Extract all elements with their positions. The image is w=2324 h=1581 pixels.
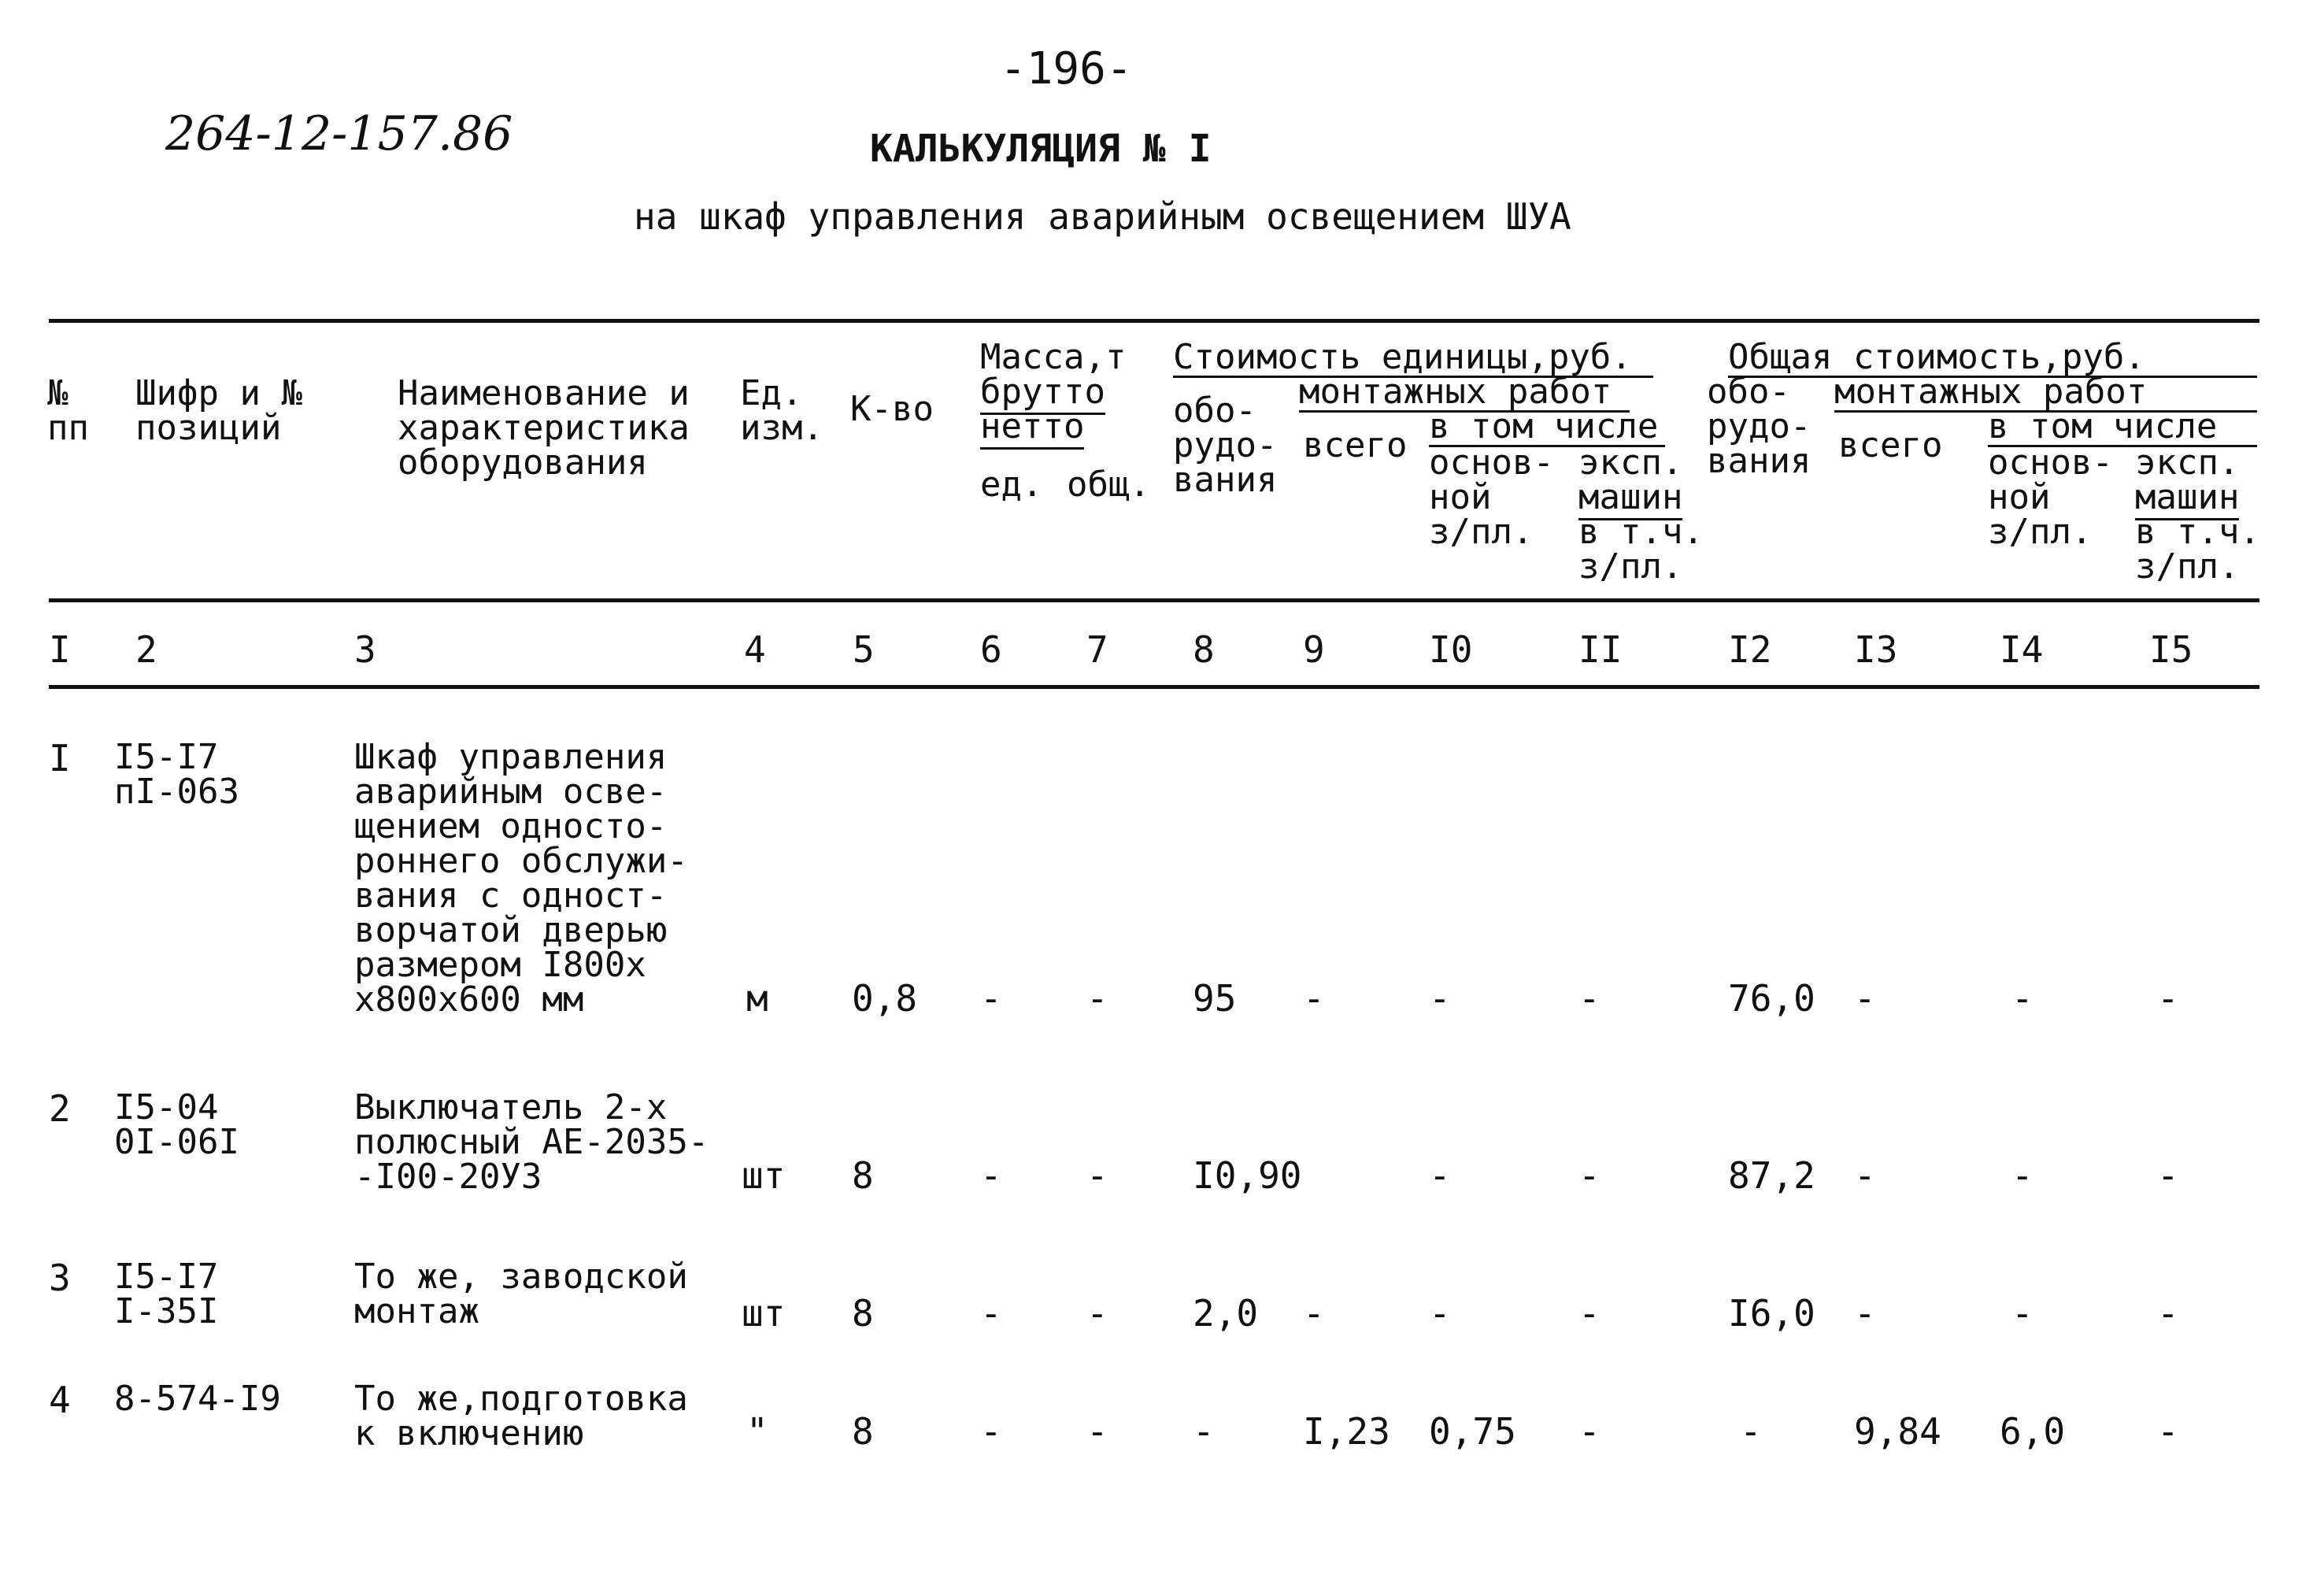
row-3-basic-wage: -	[1429, 1292, 1451, 1335]
header-mass-brutto: брутто	[980, 372, 1105, 415]
column-number: 5	[853, 628, 875, 671]
row-2-total-equipment: 87,2	[1728, 1154, 1815, 1197]
row-3-code: I5-I7 I-35I	[114, 1257, 219, 1331]
row-2-equipment-cost: I0,90	[1193, 1154, 1302, 1197]
row-4-code: 8-574-I9	[114, 1379, 281, 1419]
row-3-qty: 8	[852, 1292, 874, 1335]
row-2-total-basic: -	[2011, 1154, 2034, 1197]
header-bottom-rule	[49, 598, 2259, 602]
row-2-total-exp: -	[2157, 1154, 2179, 1197]
row-4-mass-total: -	[1086, 1410, 1108, 1453]
row-3-total-mount: -	[1854, 1292, 1876, 1335]
header-total-mount-total: всего	[1838, 425, 1943, 465]
row-1-equipment-cost: 95	[1193, 977, 1237, 1020]
column-number: I4	[2000, 628, 2044, 671]
header-mass-total: общ.	[1067, 465, 1150, 505]
document-subtitle: на шкаф управления аварийным освещением ШУА	[634, 195, 1571, 238]
row-2-code: I5-04 0I-06I	[114, 1087, 239, 1162]
row-1-exp: -	[1578, 977, 1601, 1020]
row-3-total-exp: -	[2157, 1292, 2179, 1335]
table-top-rule	[49, 319, 2259, 323]
row-3-exp: -	[1578, 1292, 1601, 1335]
row-4-number: 4	[49, 1379, 71, 1421]
row-2-qty: 8	[852, 1154, 874, 1197]
header-total-equipment: обо- рудо- вания	[1707, 372, 1811, 481]
row-1-unit: м	[746, 977, 768, 1020]
column-number: I	[49, 628, 71, 671]
row-4-total-mount: 9,84	[1854, 1410, 1941, 1453]
row-4-basic-wage: 0,75	[1429, 1410, 1516, 1453]
header-unit-mount-total: всего	[1303, 425, 1408, 465]
row-4-total-basic: 6,0	[2000, 1410, 2066, 1453]
header-unit-equipment: обо- рудо- вания	[1173, 391, 1278, 500]
header-unit-cost-title: Стоимость единицы,руб.	[1173, 340, 1653, 378]
column-number: 4	[744, 628, 766, 671]
header-unit-including: в том числе	[1429, 409, 1665, 447]
header-unit-exp-3: в т.ч. з/пл.	[1578, 512, 1704, 587]
header-mass-unit: ед.	[980, 465, 1043, 505]
column-number: I2	[1728, 628, 1772, 671]
column-number: I3	[1854, 628, 1898, 671]
row-1-code: I5-I7 пI-063	[114, 737, 239, 812]
row-3-mass-unit: -	[980, 1292, 1002, 1335]
row-1-basic-wage: -	[1429, 977, 1451, 1020]
row-4-mass-unit: -	[980, 1410, 1002, 1453]
row-1-mount-total: -	[1303, 977, 1325, 1020]
header-total-including: в том числе	[1988, 409, 2257, 447]
row-4-exp: -	[1578, 1410, 1601, 1453]
row-3-mass-total: -	[1086, 1292, 1108, 1335]
header-unit-basic-wage: основ- ной з/пл.	[1429, 442, 1554, 552]
row-2-name: Выключатель 2-х полюсный АЕ-2035- -I00-20У3	[354, 1087, 709, 1197]
row-4-total-equipment: -	[1740, 1410, 1762, 1453]
row-1-total-basic: -	[2011, 977, 2034, 1020]
header-col-number: № пп	[47, 373, 89, 448]
header-unit-exp-2: машин	[1578, 477, 1682, 520]
row-4-mount-total: I,23	[1303, 1410, 1390, 1453]
row-3-equipment-cost: 2,0	[1193, 1292, 1259, 1335]
column-number: 2	[135, 628, 157, 671]
row-3-total-equipment: I6,0	[1728, 1292, 1815, 1335]
header-col-name: Наименование и характеристика оборудования	[398, 373, 690, 483]
header-unit-mount-title: монтажных работ	[1299, 375, 1630, 413]
row-2-number: 2	[49, 1087, 71, 1130]
column-number: 9	[1303, 628, 1325, 671]
row-2-mass-unit: -	[980, 1154, 1002, 1197]
header-total-exp-2: машин	[2135, 477, 2239, 520]
row-4-qty: 8	[852, 1410, 874, 1453]
row-1-total-mount: -	[1854, 977, 1876, 1020]
row-2-mass-total: -	[1086, 1154, 1108, 1197]
row-4-name: То же,подготовка к включению	[354, 1379, 688, 1453]
row-3-number: 3	[49, 1257, 71, 1299]
header-total-basic-wage: основ- ной з/пл.	[1988, 442, 2113, 552]
header-mass-netto: нетто	[980, 406, 1084, 450]
document-title: КАЛЬКУЛЯЦИЯ № I	[870, 127, 1212, 171]
header-col-unit: Ед. изм.	[740, 373, 823, 448]
row-2-unit: шт	[742, 1154, 786, 1197]
row-3-unit: шт	[742, 1292, 786, 1335]
column-number: 6	[980, 628, 1002, 671]
row-1-qty: 0,8	[852, 977, 918, 1020]
column-numbers-rule	[49, 685, 2259, 689]
document-code: 264-12-157.86	[165, 106, 513, 161]
column-number: 7	[1086, 628, 1108, 671]
row-1-name: Шкаф управления аварийным осве- щением односто- роннего обслужи- вания с одност- ворчатой дверью размером I800х х800х600 мм	[354, 737, 688, 1020]
column-number: 8	[1193, 628, 1215, 671]
column-number: I5	[2149, 628, 2193, 671]
row-1-number: I	[49, 737, 71, 779]
row-3-mount-total: -	[1303, 1292, 1325, 1335]
row-3-name: То же, заводской монтаж	[354, 1257, 688, 1331]
row-3-total-basic: -	[2011, 1292, 2034, 1335]
header-unit-exp-1: эксп.	[1578, 442, 1683, 483]
header-total-cost-title: Общая стоимость,руб.	[1728, 340, 2257, 378]
header-total-exp-3: в т.ч. з/пл.	[2135, 512, 2260, 587]
row-1-mass-unit: -	[980, 977, 1002, 1020]
row-4-equipment-cost: -	[1193, 1410, 1215, 1453]
row-4-unit: "	[746, 1410, 768, 1453]
row-2-exp: -	[1578, 1154, 1601, 1197]
column-number: II	[1578, 628, 1623, 671]
row-2-basic-wage: -	[1429, 1154, 1451, 1197]
row-4-total-exp: -	[2157, 1410, 2179, 1453]
row-2-total-mount: -	[1854, 1154, 1876, 1197]
header-total-mount-title: монтажных работ	[1834, 375, 2257, 413]
header-total-exp-1: эксп.	[2135, 442, 2240, 483]
page-number: -196-	[1000, 43, 1133, 94]
column-number: I0	[1429, 628, 1473, 671]
row-1-mass-total: -	[1086, 977, 1108, 1020]
row-1-total-exp: -	[2157, 977, 2179, 1020]
row-1-total-equipment: 76,0	[1728, 977, 1815, 1020]
header-col-code: Шифр и № позиций	[135, 373, 302, 448]
header-col-qty: К-во	[850, 389, 934, 429]
header-mass-title: Масса,т	[980, 337, 1127, 377]
column-number: 3	[354, 628, 376, 671]
